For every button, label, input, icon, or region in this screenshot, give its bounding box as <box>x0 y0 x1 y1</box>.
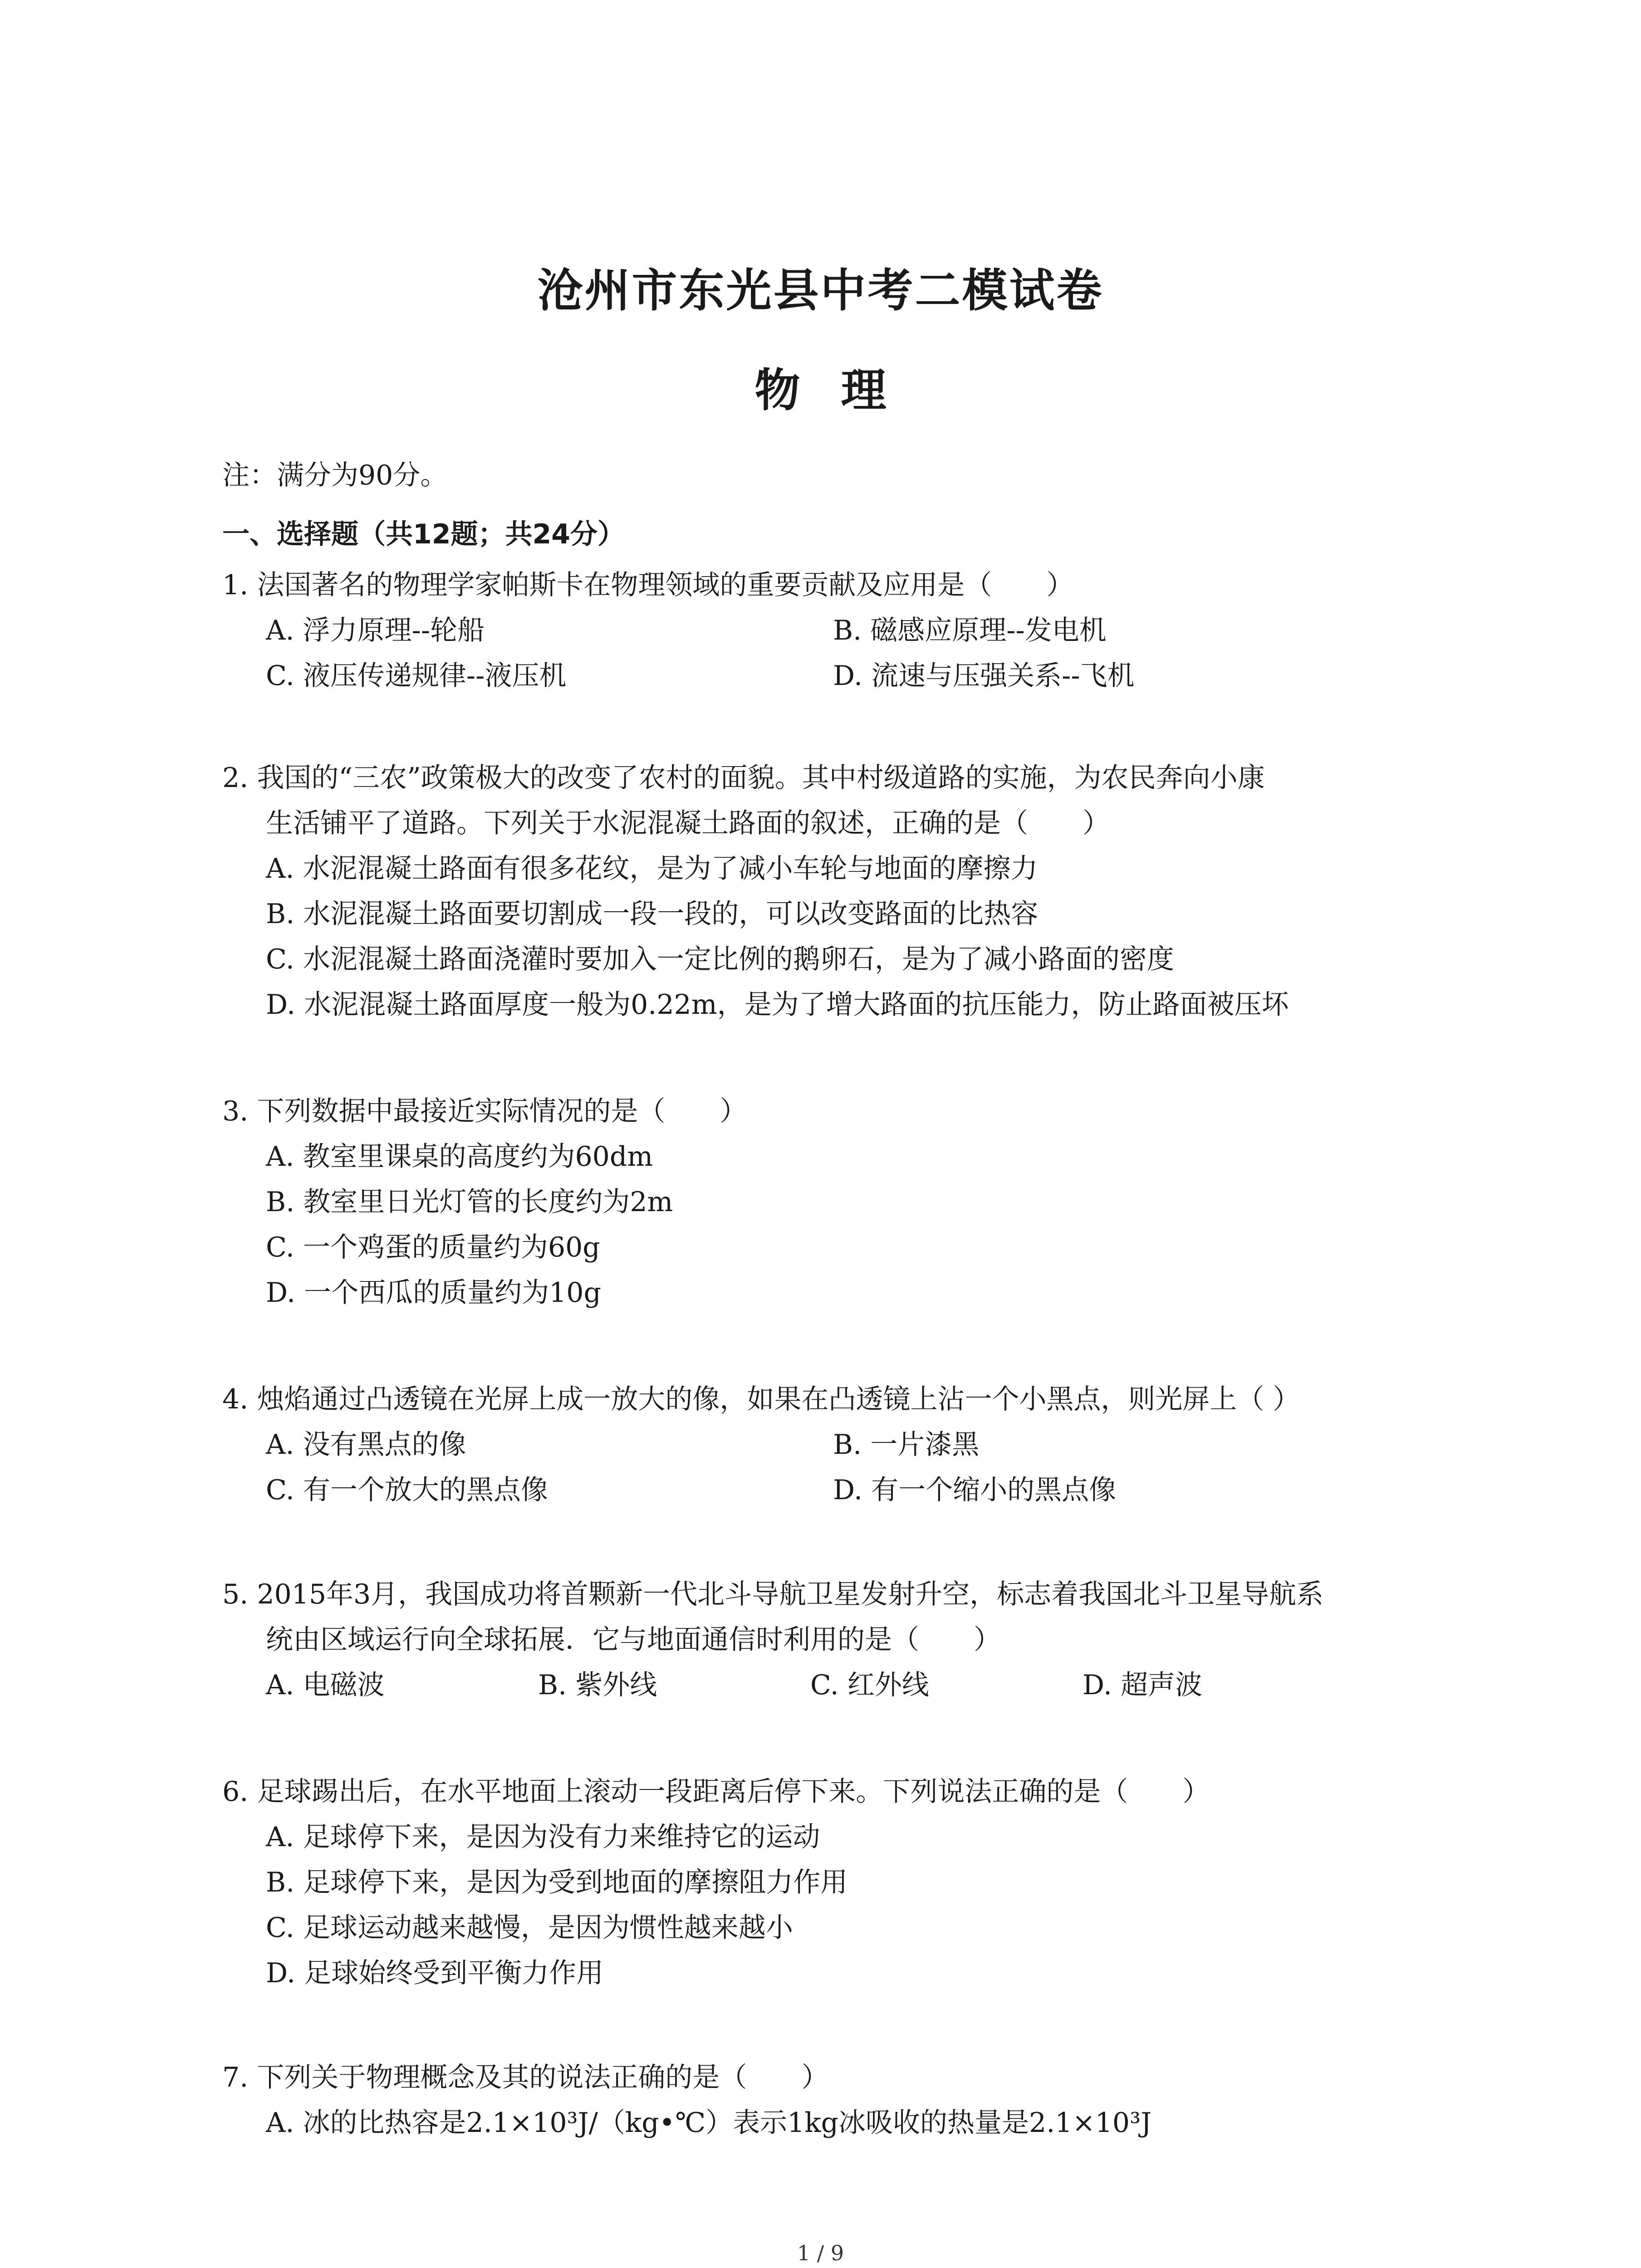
question-6 <box>222 1769 1493 1996</box>
exam-title: 沧州市东光县中考二模试卷 <box>537 264 1104 317</box>
option-a: A. 没有黑点的像 <box>266 1429 466 1461</box>
question-2 <box>222 755 1493 1027</box>
options-row <box>222 1662 1493 1708</box>
option-d: D. 足球始终受到平衡力作用 <box>266 1957 604 1989</box>
question-stem: 3. 下列数据中最接近实际情况的是（ ） <box>222 1095 747 1127</box>
section-heading: 一、选择题（共12题；共24分） <box>222 518 625 550</box>
options-row <box>222 608 1493 653</box>
option-c: C. 液压传递规律--液压机 <box>266 660 567 692</box>
option-a: A. 足球停下来，是因为没有力来维持它的运动 <box>266 1821 820 1853</box>
option-b: B. 教室里日光灯管的长度约为2m <box>266 1186 673 1218</box>
question-stem: 5. 2015年3月，我国成功将首颗新一代北斗导航卫星发射升空，标志着我国北斗卫星导航系 <box>222 1579 1324 1610</box>
option-b: B. 足球停下来，是因为受到地面的摩擦阻力作用 <box>266 1867 848 1898</box>
options-row <box>222 1422 1493 1467</box>
option-c: C. 红外线 <box>810 1669 929 1701</box>
option-d: D. 有一个缩小的黑点像 <box>833 1474 1117 1506</box>
option-d: D. 流速与压强关系--飞机 <box>833 660 1135 692</box>
option-a: A. 浮力原理--轮船 <box>266 615 485 646</box>
question-stem-continued: 生活铺平了道路。下列关于水泥混凝土路面的叙述，正确的是（ ） <box>266 807 1110 839</box>
option-b: B. 紫外线 <box>538 1669 657 1701</box>
question-3 <box>222 1089 1493 1315</box>
page-number: 1 / 9 <box>797 2241 844 2265</box>
option-c: C. 有一个放大的黑点像 <box>266 1474 548 1506</box>
question-stem: 2. 我国的“三农”政策极大的改变了农村的面貌。其中村级道路的实施，为农民奔向小康 <box>222 762 1265 794</box>
options-row <box>222 1467 1493 1513</box>
option-b: B. 一片漆黑 <box>833 1429 980 1461</box>
options-row <box>222 653 1493 699</box>
question-7 <box>222 2055 1493 2146</box>
score-note: 注：满分为90分。 <box>222 459 448 491</box>
option-c: C. 水泥混凝土路面浇灌时要加入一定比例的鹅卵石，是为了减小路面的密度 <box>266 943 1174 975</box>
question-stem: 1. 法国著名的物理学家帕斯卡在物理领域的重要贡献及应用是（ ） <box>222 569 1074 601</box>
option-b: B. 水泥混凝土路面要切割成一段一段的，可以改变路面的比热容 <box>266 898 1038 930</box>
subject-title: 物理 <box>754 364 927 417</box>
option-a: A. 水泥混凝土路面有很多花纹，是为了减小车轮与地面的摩擦力 <box>266 853 1038 885</box>
option-d: D. 水泥混凝土路面厚度一般为0.22m，是为了增大路面的抗压能力，防止路面被压坏 <box>266 989 1289 1021</box>
question-stem-continued: 统由区域运行向全球拓展．它与地面通信时利用的是（ ） <box>266 1624 1001 1656</box>
option-a: A. 教室里课桌的高度约为60dm <box>266 1141 653 1173</box>
question-1 <box>222 562 1493 699</box>
question-stem: 4. 烛焰通过凸透镜在光屏上成一放大的像，如果在凸透镜上沾一个小黑点，则光屏上（ ） <box>222 1383 1300 1415</box>
option-a: A. 电磁波 <box>266 1669 385 1701</box>
option-d: D. 一个西瓜的质量约为10g <box>266 1277 601 1309</box>
option-a: A. 冰的比热容是2.1×10³J/（kg•℃）表示1kg冰吸收的热量是2.1×10³J <box>266 2107 1152 2139</box>
question-4 <box>222 1377 1493 1513</box>
option-d: D. 超声波 <box>1083 1669 1203 1701</box>
question-5 <box>222 1572 1493 1708</box>
option-c: C. 一个鸡蛋的质量约为60g <box>266 1232 600 1263</box>
question-stem: 6. 足球踢出后，在水平地面上滚动一段距离后停下来。下列说法正确的是（ ） <box>222 1776 1210 1808</box>
option-c: C. 足球运动越来越慢，是因为惯性越来越小 <box>266 1912 793 1944</box>
question-stem: 7. 下列关于物理概念及其的说法正确的是（ ） <box>222 2062 829 2093</box>
option-b: B. 磁感应原理--发电机 <box>833 615 1107 646</box>
